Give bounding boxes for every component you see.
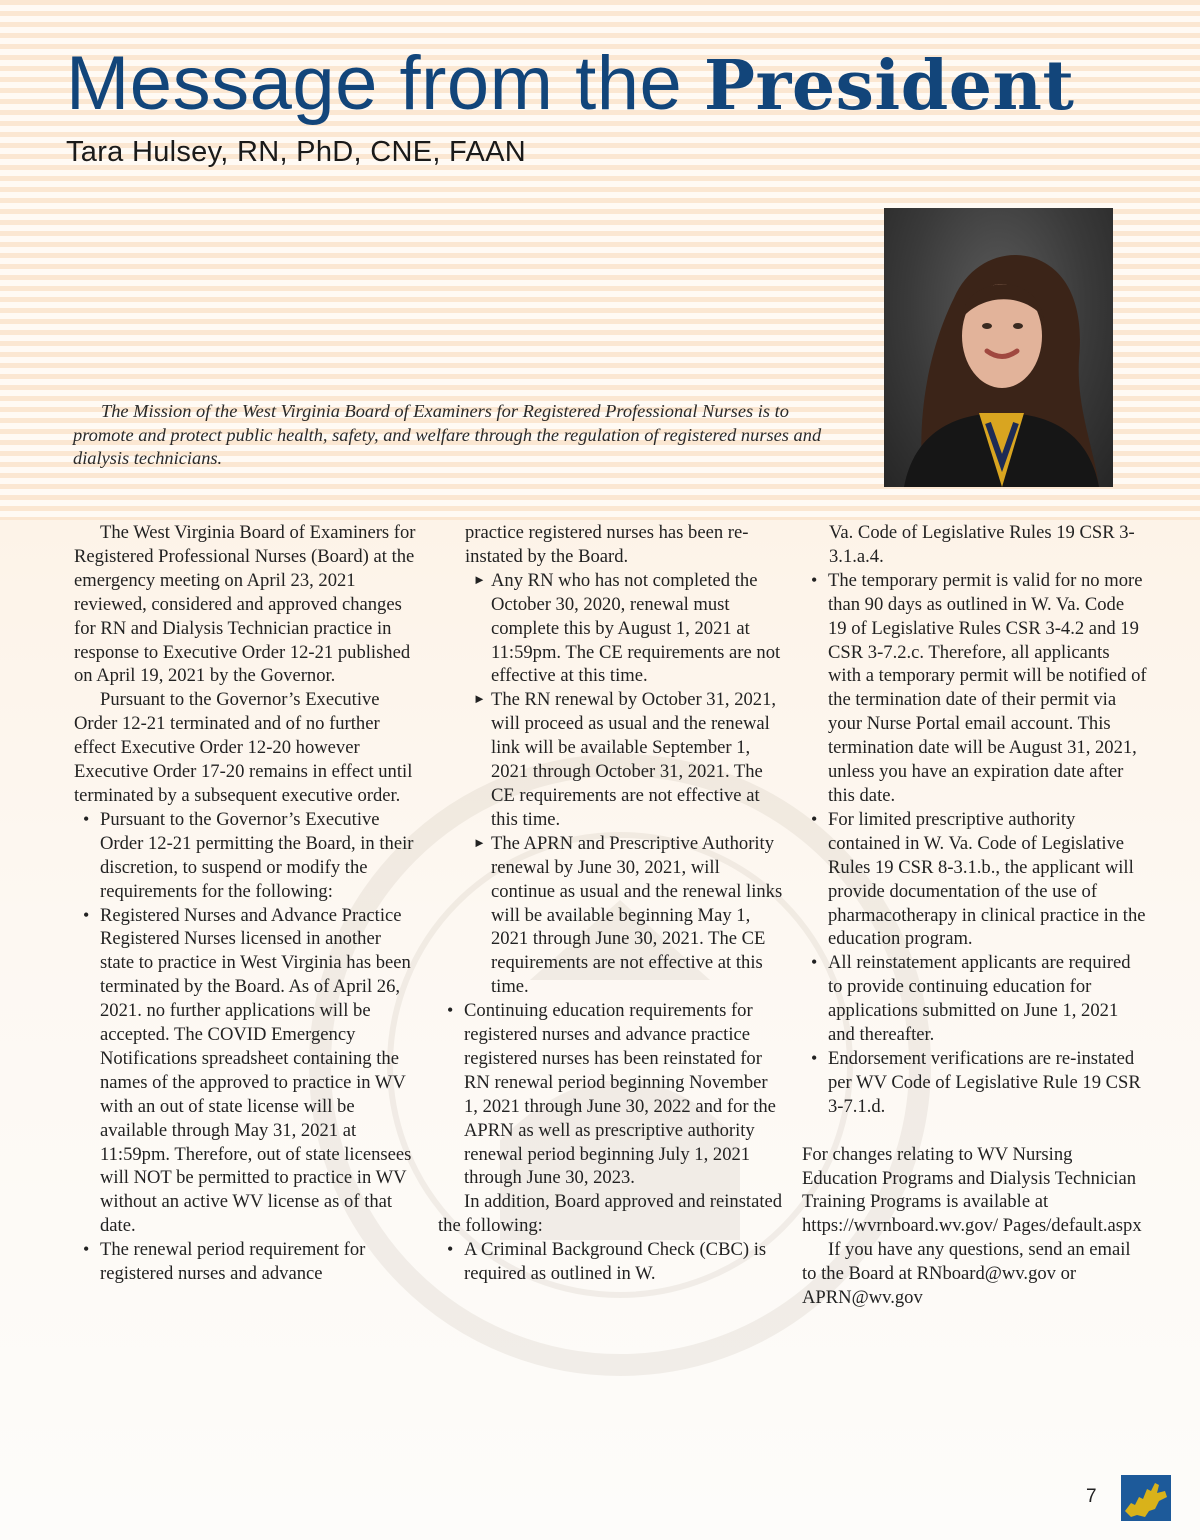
list-item: • All reinstatement applicants are required to provide continuing education for applications submitted on June 1, 2021 and thereafter. bbox=[802, 951, 1147, 1047]
list-item: • The temporary permit is valid for no more than 90 days as outlined in W. Va. Code 19 of Legislative Rules CSR 3-4.2 and 19 CSR 3-7.2.c. Therefore, all applicants with a temporary permit will be notified of the termination date of their permit via your Nurse Portal email account. This termination date will be August 31, 2021, unless you have an expiration date after this date. bbox=[802, 569, 1147, 808]
text-column-3 bbox=[802, 521, 1147, 1310]
paragraph: Pursuant to the Governor’s Executive Order 12-21 terminated and of no further effect Executive Order 12-20 however Executive Order 17-20 remains in effect until terminated by a subsequent executive order. bbox=[74, 689, 413, 806]
arrow-list-item: ► Any RN who has not completed the October 30, 2020, renewal must complete this by August 1, 2021 at 11:59pm. The CE requirements are not effective at this time. bbox=[438, 569, 783, 689]
list-item: • For limited prescriptive authority contained in W. Va. Code of Legislative Rules 19 CSR 8-3.1.b., the applicant will provide documentation of the use of pharmacotherapy in clinical practice in the education program. bbox=[802, 808, 1147, 951]
list-item: • Pursuant to the Governor’s Executive Order 12-21 permitting the Board, in their discretion, to suspend or modify the requirements for the following: bbox=[74, 808, 419, 904]
paragraph: In addition, Board approved and reinstated the following: bbox=[438, 1191, 783, 1237]
text-column-1 bbox=[74, 521, 419, 1286]
list-item: • Continuing education requirements for registered nurses and advance practice registered nurses has been reinstated for RN renewal period beginning November 1, 2021 through June 30, 2022 and for the APRN as well as prescriptive authority renewal period beginning July 1, 2021 through June 30, 2023. bbox=[438, 999, 783, 1190]
bullet-list bbox=[74, 808, 419, 1286]
bullet-list bbox=[438, 521, 783, 1190]
bullet-list bbox=[802, 521, 1147, 1119]
west-virginia-map-icon bbox=[1121, 1475, 1171, 1521]
paragraph: For changes relating to WV Nursing Education Programs and Dialysis Technician Training Programs is available at https://wvrnboard.wv.gov/ Pages/default.aspx bbox=[802, 1143, 1142, 1237]
bullet-list bbox=[438, 1238, 783, 1286]
title-light: Message from the bbox=[66, 41, 704, 126]
arrow-list-item: ► The RN renewal by October 31, 2021, will proceed as usual and the renewal link will be available September 1, 2021 through October 31, 2021. The CE requirements are not effective at this time. bbox=[438, 688, 783, 831]
list-item: • Registered Nurses and Advance Practice Registered Nurses licensed in another state to practice in West Virginia has been terminated by the Board. As of April 26, 2021. no further applications will be accepted. The COVID Emergency Notifications spreadsheet containing the names of the approved to practice in WV with an out of state license will be available through May 31, 2021 at 11:59pm. Therefore, out of state licensees will NOT be permitted to practice in WV without an active WV license as of that date. bbox=[74, 904, 419, 1239]
paragraph: The West Virginia Board of Examiners for Registered Professional Nurses (Board) at the emergency meeting on April 23, 2021 reviewed, considered and approved changes for RN and Dialysis Technician practice in response to Executive Order 12-21 published on April 19, 2021 by the Governor. bbox=[74, 522, 416, 687]
author-byline: Tara Hulsey, RN, PhD, CNE, FAAN bbox=[66, 136, 526, 168]
mission-statement: The Mission of the West Virginia Board of Examiners for Registered Professional Nurses is to promote and protect public health, safety, and welfare through the regulation of registered nurses and dialysis technicians. bbox=[73, 401, 822, 468]
list-item: • A Criminal Background Check (CBC) is required as outlined in W. bbox=[438, 1238, 783, 1286]
arrow-list-item: ► The APRN and Prescriptive Authority renewal by June 30, 2021, will continue as usual and the renewal links will be available beginning May 1, 2021 through June 30, 2021. The CE requirements are not effective at this time. bbox=[438, 832, 783, 999]
list-item: • The renewal period requirement for registered nurses and advance bbox=[74, 1238, 419, 1286]
text-column-2 bbox=[438, 521, 783, 1286]
title-bold: President bbox=[703, 46, 1075, 126]
paragraph: If you have any questions, send an email to the Board at RNboard@wv.gov or APRN@wv.gov bbox=[802, 1239, 1131, 1309]
list-item: • Endorsement verifications are re-instated per WV Code of Legislative Rule 19 CSR 3-7.1.d. bbox=[802, 1047, 1147, 1119]
list-item-continued: practice registered nurses has been re-instated by the Board. bbox=[465, 522, 749, 567]
page-title bbox=[66, 38, 1074, 132]
list-item-continued: Va. Code of Legislative Rules 19 CSR 3-3.1.a.4. bbox=[829, 522, 1135, 567]
page-number: 7 bbox=[1086, 1486, 1097, 1507]
president-portrait-photo bbox=[884, 208, 1113, 487]
